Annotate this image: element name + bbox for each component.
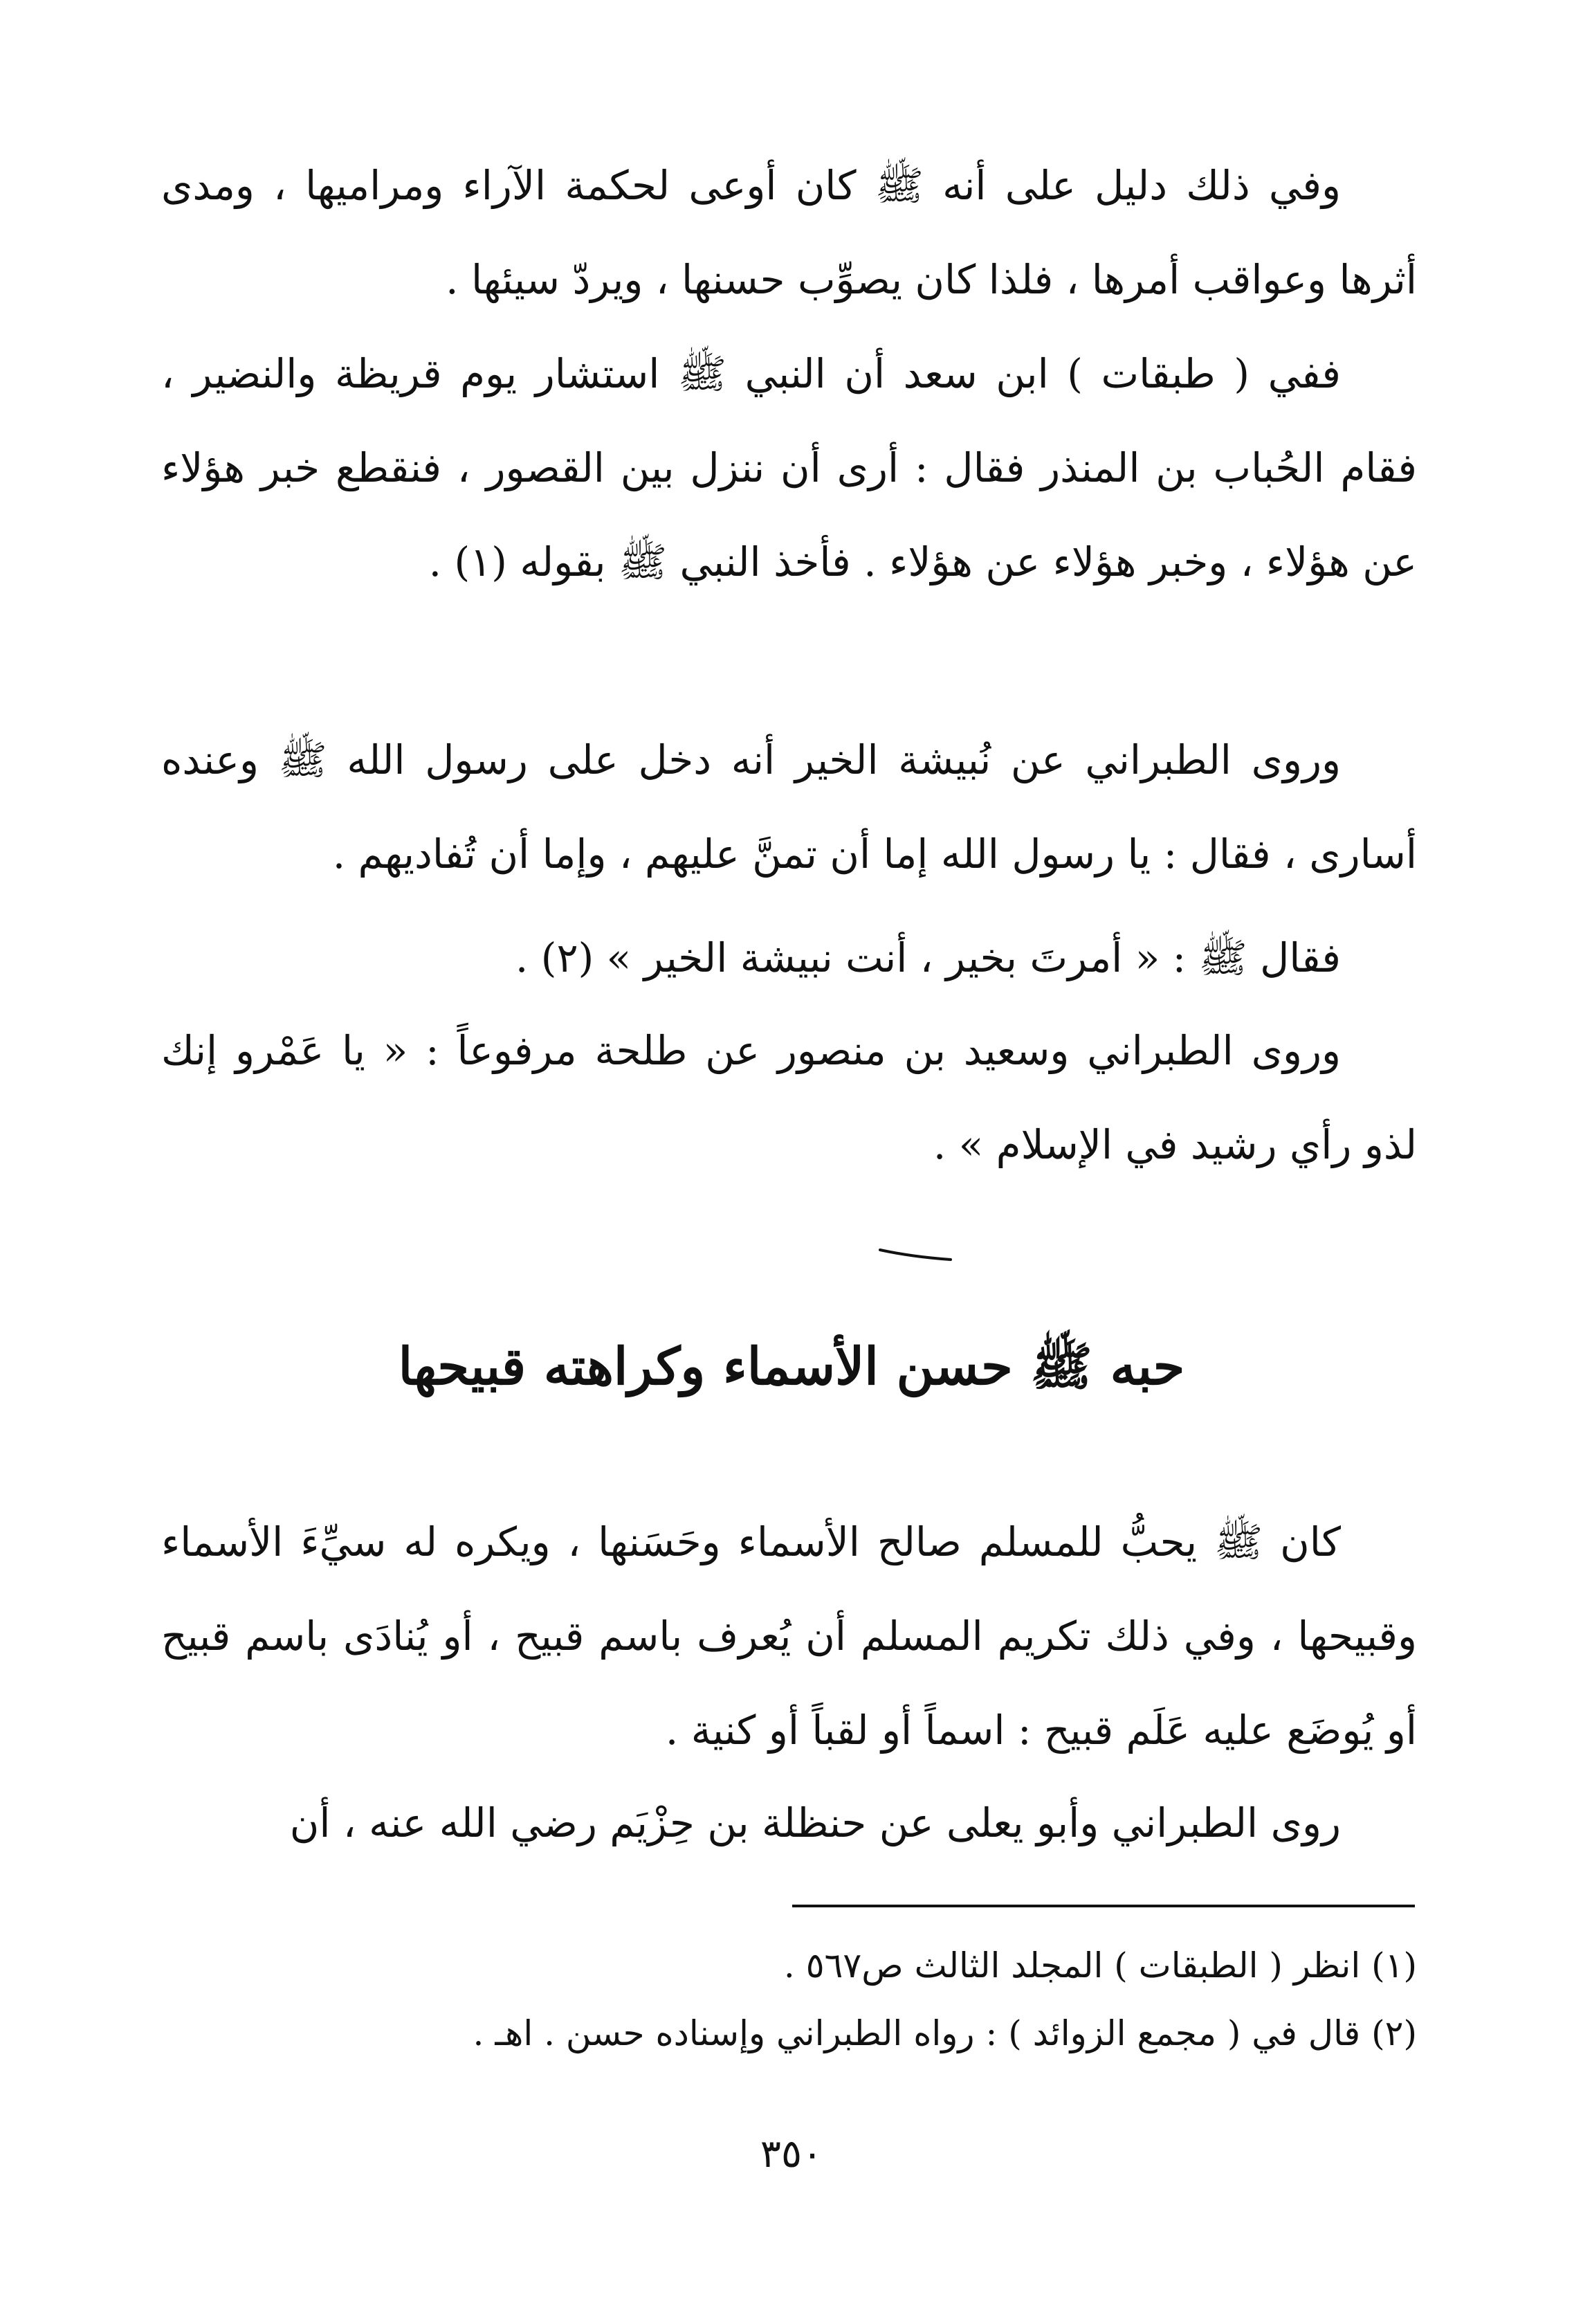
page-number: ٣٥٠ bbox=[760, 2132, 823, 2177]
section-divider-ornament bbox=[877, 1246, 953, 1264]
paragraph-2: ففي ( طبقات ) ابن سعد أن النبي ﷺ استشار يوم قريظة والنضير ، فقام الحُباب بن المنذر فقال : أرى أن ننزل بين القصور ، فنقطع خبر هؤلاء عن هؤلاء ، وخبر هؤلاء عن هؤلاء . فأخذ النبي ﷺ بقوله (١) . bbox=[161, 350, 1417, 585]
paragraph-1: وفي ذلك دليل على أنه ﷺ كان أوعى لحكمة الآراء ومراميها ، ومدى أثرها وعواقب أمرها ، فلذا كان يصوِّب حسنها ، ويردّ سيئها . bbox=[161, 162, 1417, 303]
footnote-1: (١) انظر ( الطبقات ) المجلد الثالث ص٥٦٧ . bbox=[783, 1945, 1417, 1986]
section-title: حبه ﷺ حسن الأسماء وكراهته قبيحها bbox=[398, 1337, 1185, 1397]
section-paragraph-2: روى الطبراني وأبو يعلى عن حنظلة بن حِزْيَم رضي الله عنه ، أن bbox=[289, 1799, 1341, 1846]
footnote-separator bbox=[792, 1905, 1415, 1907]
paragraph-3: وروى الطبراني عن نُبيشة الخير أنه دخل على رسول الله ﷺ وعنده أسارى ، فقال : يا رسول الله إما أن تمنَّ عليهم ، وإما أن تُفاديهم . bbox=[161, 736, 1417, 878]
paragraph-4: فقال ﷺ : « أمرتَ بخير ، أنت نبيشة الخير » (٢) . bbox=[515, 934, 1341, 981]
footnote-2: (٢) قال في ( مجمع الزوائد ) : رواه الطبراني وإسناده حسن . اهـ . bbox=[473, 2013, 1417, 2053]
paragraph-5: وروى الطبراني وسعيد بن منصور عن طلحة مرفوعاً : « يا عَمْرو إنك لذو رأي رشيد في الإسلام » . bbox=[161, 1027, 1417, 1168]
section-paragraph-1: كان ﷺ يحبُّ للمسلم صالح الأسماء وحَسَنها ، ويكره له سيِّءَ الأسماء وقبيحها ، وفي ذلك تكريم المسلم أن يُعرف باسم قبيح ، أو يُنادَى باسم قبيح أو يُوضَع عليه عَلَم قبيح : اسماً أو لقباً أو كنية . bbox=[161, 1518, 1417, 1754]
